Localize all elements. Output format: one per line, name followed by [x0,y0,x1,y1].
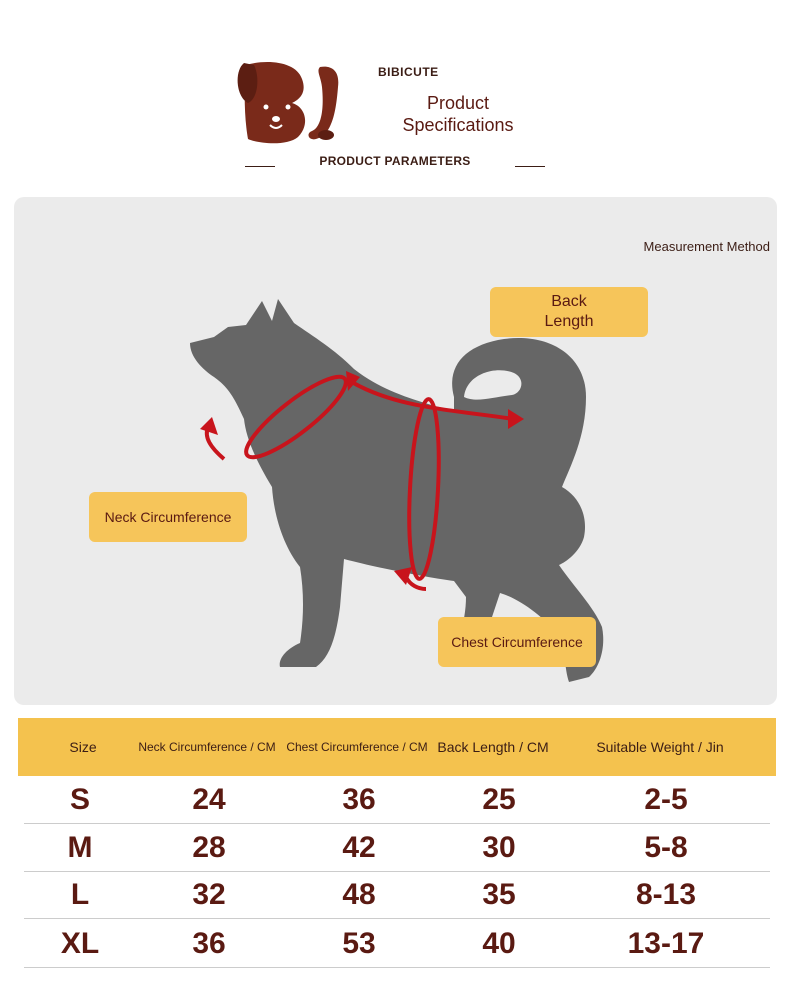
cell-back: 30 [482,830,516,864]
cell-size: M [67,830,93,864]
chest-circumference-tag: Chest Circumference [438,617,596,667]
cell-weight: 13-17 [627,926,705,960]
cell-size: XL [60,926,100,960]
cell-back: 25 [482,782,516,816]
cell-weight: 8-13 [635,877,697,911]
header-neck: Neck Circumference / CM [138,740,276,754]
header-chest: Chest Circumference / CM [286,740,428,754]
divider-right [515,166,545,167]
dog-silhouette-diagram [14,197,777,705]
divider-left [245,166,275,167]
cell-size: L [70,877,90,911]
cell-size: S [69,782,90,816]
cell-weight: 2-5 [644,782,688,816]
section-label: PRODUCT PARAMETERS [319,154,471,168]
cell-chest: 48 [342,877,376,911]
cell-chest: 53 [342,926,376,960]
table-row [24,824,770,872]
header-back: Back Length / CM [437,739,549,755]
table-row [24,871,770,919]
cell-chest: 36 [342,782,376,816]
cell-neck: 32 [192,877,226,911]
table-row [24,920,770,968]
size-table-header [18,718,776,776]
neck-circumference-tag: Neck Circumference [89,492,247,542]
brand-logo [236,57,344,145]
cell-neck: 28 [192,830,226,864]
cell-back: 35 [482,877,516,911]
cell-weight: 5-8 [644,830,688,864]
table-row [24,776,770,824]
brand-name: BIBICUTE [378,65,439,79]
cell-neck: 36 [192,926,226,960]
header-weight: Suitable Weight / Jin [596,739,724,755]
cell-chest: 42 [342,830,376,864]
back-length-label: Back Length [544,293,594,330]
page-title: Product Specifications [402,93,514,135]
cell-neck: 24 [192,782,226,816]
cell-back: 40 [482,926,516,960]
back-length-tag [490,287,648,337]
header-size: Size [69,739,97,755]
measurement-method-label: Measurement Method [643,239,770,254]
